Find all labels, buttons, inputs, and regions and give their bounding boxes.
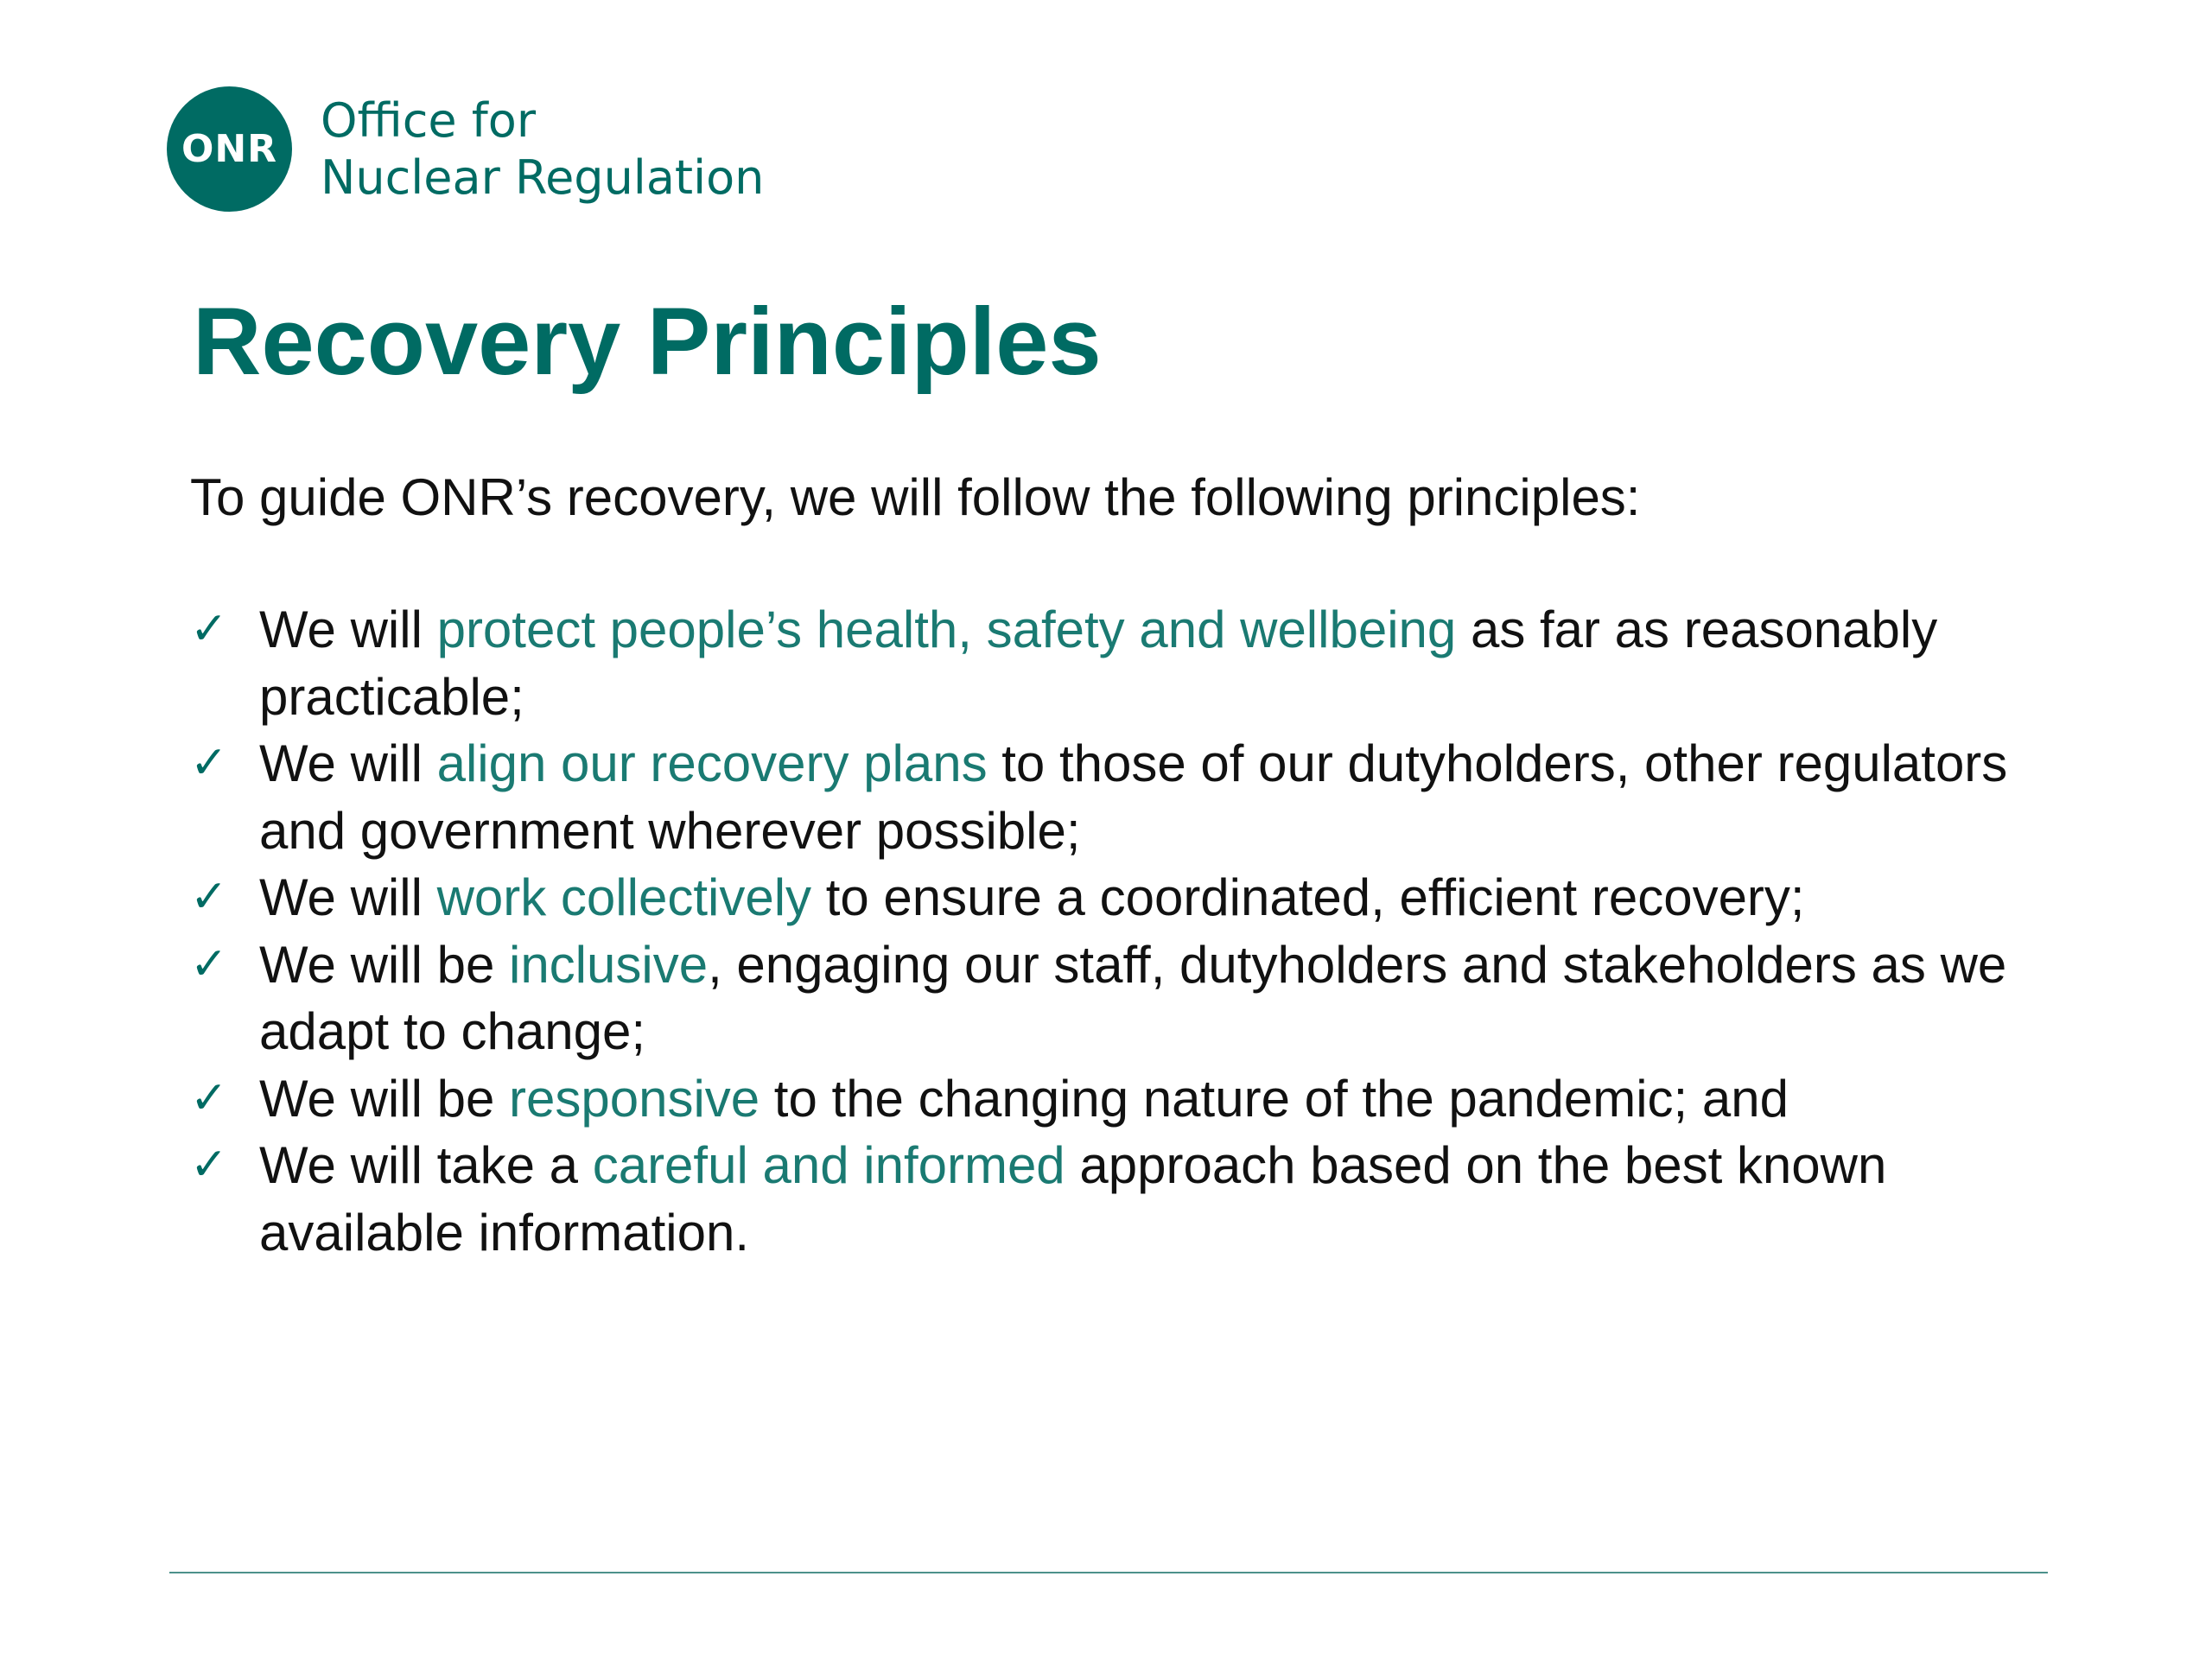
principle-lead: We will be [259, 1069, 509, 1128]
principle-rest: to the changing nature of the pandemic; and [760, 1069, 1789, 1128]
principle-lead: We will [259, 734, 437, 792]
onr-logo-mark [167, 86, 292, 212]
onr-logo [167, 86, 764, 212]
logo-line-1: Office for [321, 92, 537, 148]
principle-highlight: work collectively [436, 868, 812, 926]
check-icon: ✓ [190, 1071, 228, 1124]
list-item [190, 931, 2074, 1065]
principle-highlight: protect people’s health, safety and wellbeing [436, 601, 1457, 658]
logo-circle-text: ONR [181, 127, 278, 171]
principle-rest: as far as reasonably practicable; [259, 601, 1938, 726]
principle-lead: We will be [259, 935, 509, 994]
logo-wordmark [321, 92, 764, 207]
check-icon: ✓ [190, 603, 228, 655]
check-icon: ✓ [190, 737, 228, 789]
check-icon: ✓ [190, 938, 228, 990]
list-item [190, 730, 2074, 864]
check-icon: ✓ [190, 871, 228, 923]
check-icon: ✓ [190, 1139, 228, 1191]
list-item [190, 864, 2074, 931]
page-title: Recovery Principles [193, 289, 1102, 395]
list-item [190, 1065, 2074, 1133]
principle-rest: , engaging our staff, dutyholders and stakeholders as we adapt to change; [259, 935, 2007, 1060]
principles-list [190, 596, 2074, 1266]
principle-highlight: responsive [508, 1069, 760, 1128]
principle-lead: We will [259, 868, 437, 926]
list-item [190, 1132, 2074, 1266]
principle-rest: to ensure a coordinated, efficient recovery; [811, 868, 1805, 926]
list-item [190, 596, 2074, 730]
principle-highlight: align our recovery plans [436, 734, 988, 792]
principle-highlight: inclusive [508, 935, 709, 994]
principle-lead: We will [259, 601, 437, 658]
footer-divider [169, 1572, 2048, 1573]
principle-rest: to those of our dutyholders, other regulators and government wherever possible; [259, 734, 2008, 860]
intro-text: To guide ONR’s recovery, we will follow the following principles: [190, 468, 1641, 526]
principle-highlight: careful and informed [592, 1136, 1065, 1194]
principle-rest: approach based on the best known available information. [259, 1136, 1887, 1262]
principle-lead: We will take a [259, 1136, 593, 1194]
logo-line-2: Nuclear Regulation [321, 149, 765, 205]
